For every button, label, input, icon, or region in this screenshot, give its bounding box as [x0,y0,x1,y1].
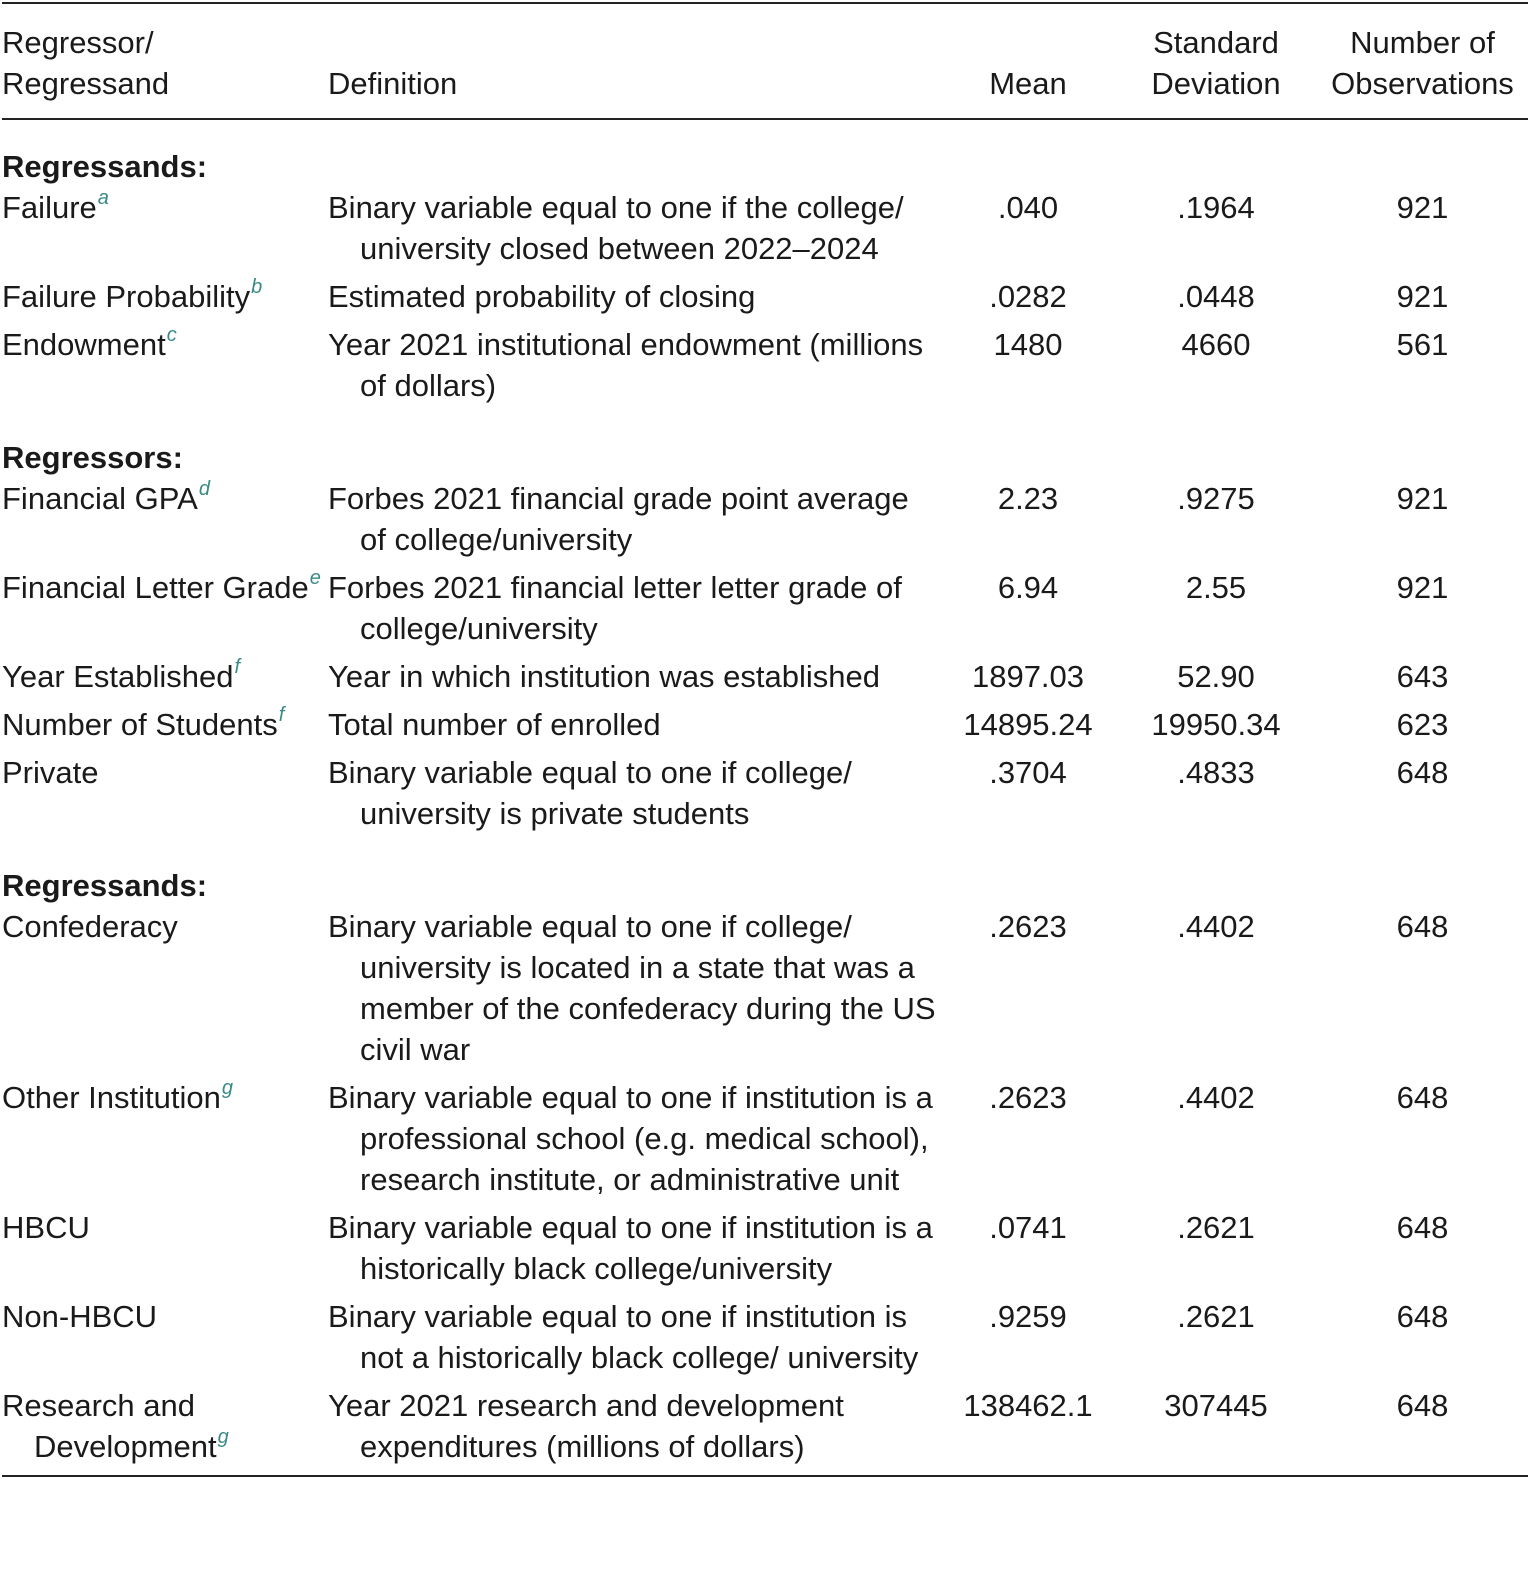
variable-definition: Forbes 2021 financial grade point average of college/university [328,481,909,557]
sd-value: .9275 [1177,481,1255,516]
summary-statistics-table [2,2,1528,1477]
variable-name: HBCU [2,1210,90,1245]
variable-name: Other Institution$^g$ [2,1077,233,1115]
observations-value: 643 [1396,659,1449,694]
variable-name: Failure Probability$^b$ [2,276,263,314]
sd-value: .2621 [1177,1299,1255,1334]
sd-value: 52.90 [1177,659,1255,694]
section-label: Regressands: [2,149,208,184]
table-row [2,187,1528,276]
mean-value: 1897.03 [971,659,1085,694]
observations-value: 648 [1396,909,1449,944]
header-mean: Mean [941,3,1115,119]
section-row [2,119,1528,187]
observations-value: 921 [1396,570,1449,605]
variable-definition: Total number of enrolled [328,707,661,742]
footnote-marker: b [251,276,263,298]
variable-name: Private [2,755,99,790]
mean-value: .0741 [989,1210,1067,1245]
header-standard-deviation: Standard Deviation [1115,3,1317,119]
observations-value: 648 [1396,1299,1449,1334]
variable-definition: Binary variable equal to one if institution is a historically black college/university [328,1210,933,1286]
mean-value: 138462.1 [941,1385,1115,1476]
header-number-of-observations: Number of Observations [1317,3,1528,119]
table-row [2,567,1528,656]
mean-value: .2623 [989,1080,1067,1115]
footnote-marker: f [234,656,241,678]
footnote-marker: a [97,187,109,209]
variable-definition: Year 2021 institutional endowment (millions of dollars) [328,327,924,403]
mean-value: 2.23 [997,481,1059,516]
variable-name: Financial GPA$^d$ [2,478,210,516]
variable-definition: Binary variable equal to one if institution is a professional school (e.g. medical school), research institute, or administrative unit [328,1080,933,1197]
table-row [2,1207,1528,1296]
header-definition: Definition [328,3,941,119]
variable-name: Year Established$^f$ [2,656,241,694]
variable-definition: Year 2021 research and development expenditures (millions of dollars) [328,1385,941,1476]
observations-value: 648 [1396,1080,1449,1115]
summary-statistics-table-container [2,2,1528,1477]
table-row [2,752,1528,841]
variable-definition: Estimated probability of closing [328,279,756,314]
footnote-marker: e [309,567,321,589]
observations-value: 921 [1396,279,1449,314]
mean-value: .040 [997,190,1059,225]
variable-definition: Binary variable equal to one if institution is not a historically black college/ university [328,1299,919,1375]
header-regressor: Regressor/ Regressand [2,3,328,119]
variable-definition: Forbes 2021 financial letter letter grade of college/university [328,570,902,646]
observations-value: 648 [1317,1385,1528,1476]
footnote-marker: f [278,704,285,726]
table-row [2,1385,1528,1476]
sd-value: 19950.34 [1151,707,1281,742]
variable-name: Failure$^a$ [2,187,109,225]
observations-value: 648 [1396,1210,1449,1245]
table-row [2,1077,1528,1207]
sd-value: 2.55 [1185,570,1247,605]
section-label: Regressors: [2,440,183,475]
section-row [2,841,1528,906]
variable-name: Non-HBCU [2,1299,158,1334]
variable-definition: Binary variable equal to one if college/ university is private students [328,755,852,831]
footnote-marker: d [198,478,210,500]
mean-value: 14895.24 [963,707,1093,742]
sd-value: .4402 [1177,909,1255,944]
observations-value: 921 [1396,481,1449,516]
sd-value: .4833 [1177,755,1255,790]
variable-name: Financial Letter Grade$^e$ [2,567,321,605]
sd-value: 307445 [1115,1385,1317,1476]
variable-definition: Binary variable equal to one if college/ university is located in a state that was a member of the confederacy during the US civil war [328,909,936,1067]
mean-value: .0282 [989,279,1067,314]
table-row [2,478,1528,567]
variable-definition: Year in which institution was established [328,659,881,694]
table-row [2,1296,1528,1385]
table-row [2,906,1528,1077]
section-label: Regressands: [2,868,208,903]
section-row [2,413,1528,478]
variable-name: Research and Development$^g$ [2,1385,328,1476]
variable-name: Endowment$^c$ [2,324,177,362]
observations-value: 561 [1396,327,1449,362]
sd-value: .4402 [1177,1080,1255,1115]
table-row [2,276,1528,324]
mean-value: .3704 [989,755,1067,790]
table-row [2,704,1528,752]
sd-value: .2621 [1177,1210,1255,1245]
sd-value: .0448 [1177,279,1255,314]
observations-value: 623 [1396,707,1449,742]
table-row [2,656,1528,704]
mean-value: 6.94 [997,570,1059,605]
footnote-marker: g [221,1077,233,1099]
sd-value: .1964 [1177,190,1255,225]
mean-value: .2623 [989,909,1067,944]
table-row [2,324,1528,413]
footnote-marker: c [166,324,177,346]
variable-name: Number of Students$^f$ [2,704,285,742]
variable-definition: Binary variable equal to one if the college/ university closed between 2022–2024 [328,190,904,266]
header-row [2,3,1528,119]
variable-name: Confederacy [2,909,178,944]
observations-value: 921 [1396,190,1449,225]
mean-value: .9259 [989,1299,1067,1334]
mean-value: 1480 [993,327,1063,362]
sd-value: 4660 [1181,327,1251,362]
footnote-marker: g [217,1426,229,1448]
observations-value: 648 [1396,755,1449,790]
